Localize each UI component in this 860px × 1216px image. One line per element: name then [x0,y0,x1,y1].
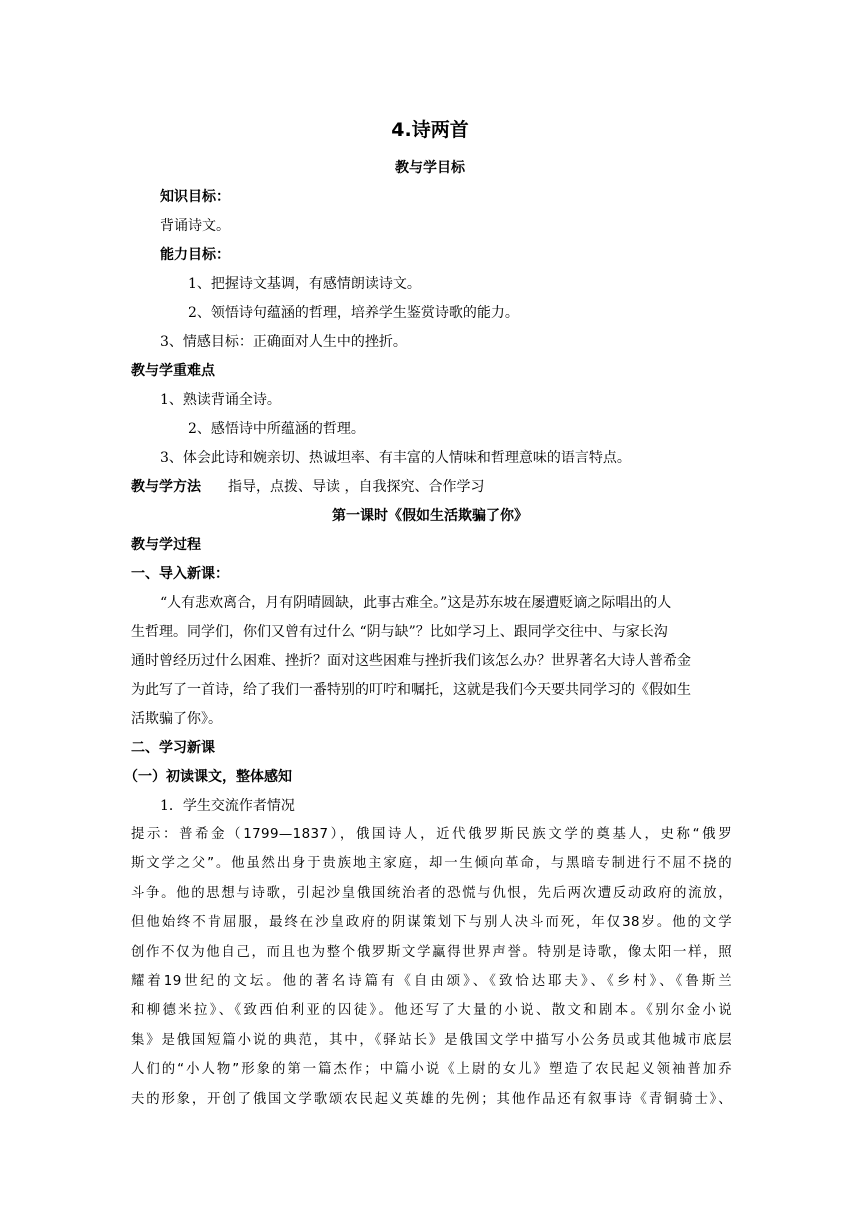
tip-line: 创作不仅为他自己，而且也为整个俄罗斯文学赢得世界声誉。特别是诗歌，像太阳一样，照 [131,944,732,960]
intro-line: 通时曾经历过什么困难、挫折？面对这些困难与挫折我们该怎么办？世界著名大诗人普希金 [131,653,691,669]
knowledge-label: 知识目标： [160,189,230,205]
intro-line: 活欺骗了你》。 [131,711,222,727]
tip-line: 和柳德米拉》、《致西伯利亚的囚徒》。他还写了大量的小说、散文和剧本。《别尔金小说 [131,1003,732,1019]
emotion-goal: 3、情感目标：正确面对人生中的挫折。 [160,334,407,350]
intro-line: 为此写了一首诗，给了我们一番特别的叮咛和嘱托，这就是我们今天要共同学习的《假如生 [131,682,691,698]
tip-line: 斯文学之父”。他虽然出身于贵族地主家庭，却一生倾向革命，与黑暗专制进行不屈不挠的 [131,856,732,872]
tip-line: 但他始终不肯屈服，最终在沙皇政府的阴谋策划下与别人决斗而死，年仅38岁。他的文学 [131,915,732,931]
tip-line: 提示：普希金（1799—1837），俄国诗人，近代俄罗斯民族文学的奠基人，史称“俄罗 [131,827,732,842]
lesson-heading: 第一课时《假如生活欺骗了你》 [332,508,528,524]
read-heading: （一）初读课文，整体感知 [124,769,292,785]
ability-item-2: 2、领悟诗句蕴涵的哲理，培养学生鉴赏诗歌的能力。 [188,305,519,321]
document-title: 4.诗两首 [391,119,469,141]
tip-line: 耀着19世纪的文坛。他的著名诗篇有《自由颂》、《致恰达耶夫》、《乡村》、《鲁斯兰 [131,974,732,990]
knowledge-text: 背诵诗文。 [160,218,230,234]
method-text: 指导，点拨、导读 ，自我探究、合作学习 [228,479,485,495]
exchange-item: 1．学生交流作者情况 [160,798,295,814]
difficulty-item-1: 1、熟读背诵全诗。 [160,392,281,408]
ability-item-1: 1、把握诗文基调，有感情朗读诗文。 [188,276,421,292]
difficulty-heading: 教与学重难点 [131,363,215,379]
intro-line: “人有悲欢离合，月有阴晴圆缺，此事古难全。”这是苏东坡在屡遭贬谪之际唱出的人 [160,595,672,611]
tip-line: 集》是俄国短篇小说的典范，其中，《驿站长》是俄国文学中描写小公务员或其他城市底层 [131,1032,732,1048]
difficulty-item-2: 2、感悟诗中所蕴涵的哲理。 [188,421,365,437]
method-label: 教与学方法 [131,479,201,495]
tip-line: 人们的“小人物”形象的第一篇杰作；中篇小说《上尉的女儿》塑造了农民起义领袖普加乔 [131,1062,732,1078]
tip-line: 夫的形象，开创了俄国文学歌颂农民起义英雄的先例；其他作品还有叙事诗《青铜骑士》、 [131,1091,732,1107]
difficulty-item-3: 3、体会此诗和婉亲切、热诚坦率、有丰富的人情味和哲理意味的语言特点。 [160,450,631,466]
tip-line: 斗争。他的思想与诗歌，引起沙皇俄国统治者的恐慌与仇恨，先后两次遭反动政府的流放， [131,885,732,901]
goal-heading: 教与学目标 [395,160,465,176]
intro-heading: 一、导入新课： [131,566,229,582]
intro-line: 生哲理。同学们，你们又曾有过什么 “阴与缺”？比如学习上、跟同学交往中、与家长沟 [131,624,668,640]
process-heading: 教与学过程 [131,537,201,553]
learn-heading: 二、学习新课 [131,740,215,756]
author-tip [131,820,732,1114]
ability-label: 能力目标： [160,247,230,263]
